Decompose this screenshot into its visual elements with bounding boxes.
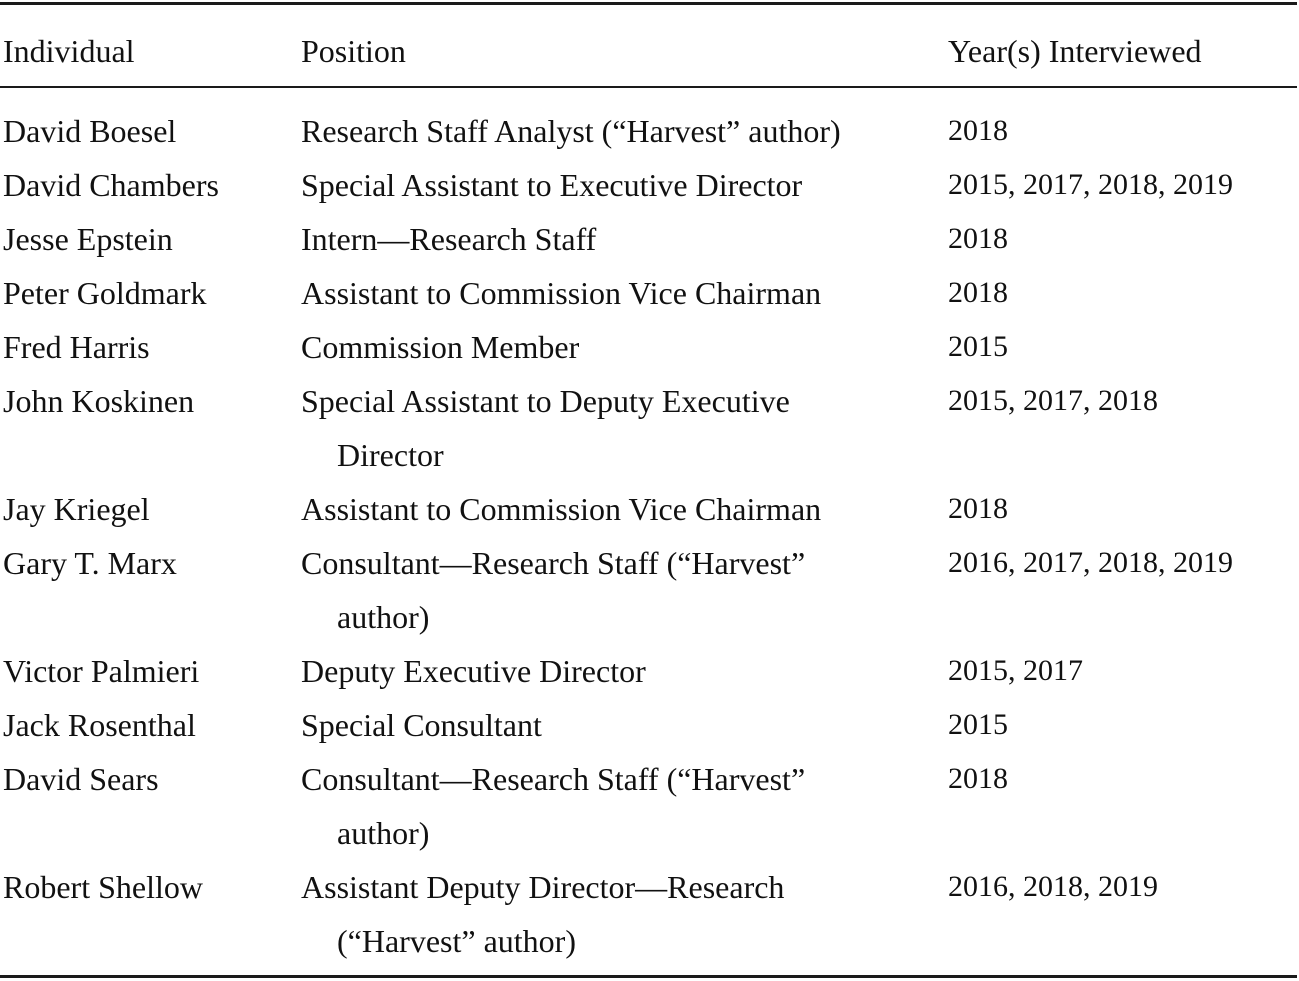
row-position: Assistant to Commission Vice Chairman bbox=[301, 491, 822, 527]
row-years: 2016, 2018, 2019 bbox=[948, 870, 1158, 903]
row-individual: Victor Palmieri bbox=[3, 653, 200, 689]
row-years: 2015 bbox=[948, 708, 1008, 741]
row-position: Commission Member bbox=[301, 329, 580, 365]
row-years: 2015 bbox=[948, 330, 1008, 363]
row-position: Special Assistant to Deputy Executive bbox=[301, 383, 790, 419]
row-years: 2018 bbox=[948, 114, 1008, 147]
row-individual: Fred Harris bbox=[3, 329, 150, 365]
row-individual: David Sears bbox=[3, 761, 159, 797]
row-position: Intern—Research Staff bbox=[301, 221, 597, 257]
row-position: Special Assistant to Executive Director bbox=[301, 167, 803, 203]
header-position: Position bbox=[301, 33, 406, 69]
row-position: Consultant—Research Staff (“Harvest” bbox=[301, 761, 806, 797]
row-years: 2018 bbox=[948, 492, 1008, 525]
header-individual: Individual bbox=[3, 33, 135, 69]
row-position: Deputy Executive Director bbox=[301, 653, 646, 689]
header-years: Year(s) Interviewed bbox=[948, 33, 1202, 69]
top-rule bbox=[0, 2, 1297, 5]
row-individual: Jack Rosenthal bbox=[3, 707, 196, 743]
row-individual: Jay Kriegel bbox=[3, 491, 150, 527]
row-position: Assistant to Commission Vice Chairman bbox=[301, 275, 822, 311]
row-individual: Jesse Epstein bbox=[3, 221, 173, 257]
row-position-continued: (“Harvest” author) bbox=[337, 923, 576, 959]
bottom-rule bbox=[0, 975, 1297, 978]
row-position: Research Staff Analyst (“Harvest” author) bbox=[301, 113, 841, 149]
row-years: 2018 bbox=[948, 222, 1008, 255]
row-individual: Gary T. Marx bbox=[3, 545, 177, 581]
header-rule bbox=[0, 86, 1297, 88]
row-individual: David Boesel bbox=[3, 113, 177, 149]
row-individual: John Koskinen bbox=[3, 383, 195, 419]
row-position: Assistant Deputy Director—Research bbox=[301, 869, 785, 905]
row-individual: Peter Goldmark bbox=[3, 275, 207, 311]
row-years: 2015, 2017, 2018, 2019 bbox=[948, 168, 1233, 201]
row-position-continued: Director bbox=[337, 437, 444, 473]
row-years: 2016, 2017, 2018, 2019 bbox=[948, 546, 1233, 579]
row-individual: Robert Shellow bbox=[3, 869, 203, 905]
row-years: 2015, 2017 bbox=[948, 654, 1083, 687]
row-years: 2015, 2017, 2018 bbox=[948, 384, 1158, 417]
row-position: Consultant—Research Staff (“Harvest” bbox=[301, 545, 806, 581]
row-position-continued: author) bbox=[337, 815, 430, 851]
row-position-continued: author) bbox=[337, 599, 430, 635]
row-years: 2018 bbox=[948, 762, 1008, 795]
row-years: 2018 bbox=[948, 276, 1008, 309]
row-position: Special Consultant bbox=[301, 707, 542, 743]
row-individual: David Chambers bbox=[3, 167, 219, 203]
